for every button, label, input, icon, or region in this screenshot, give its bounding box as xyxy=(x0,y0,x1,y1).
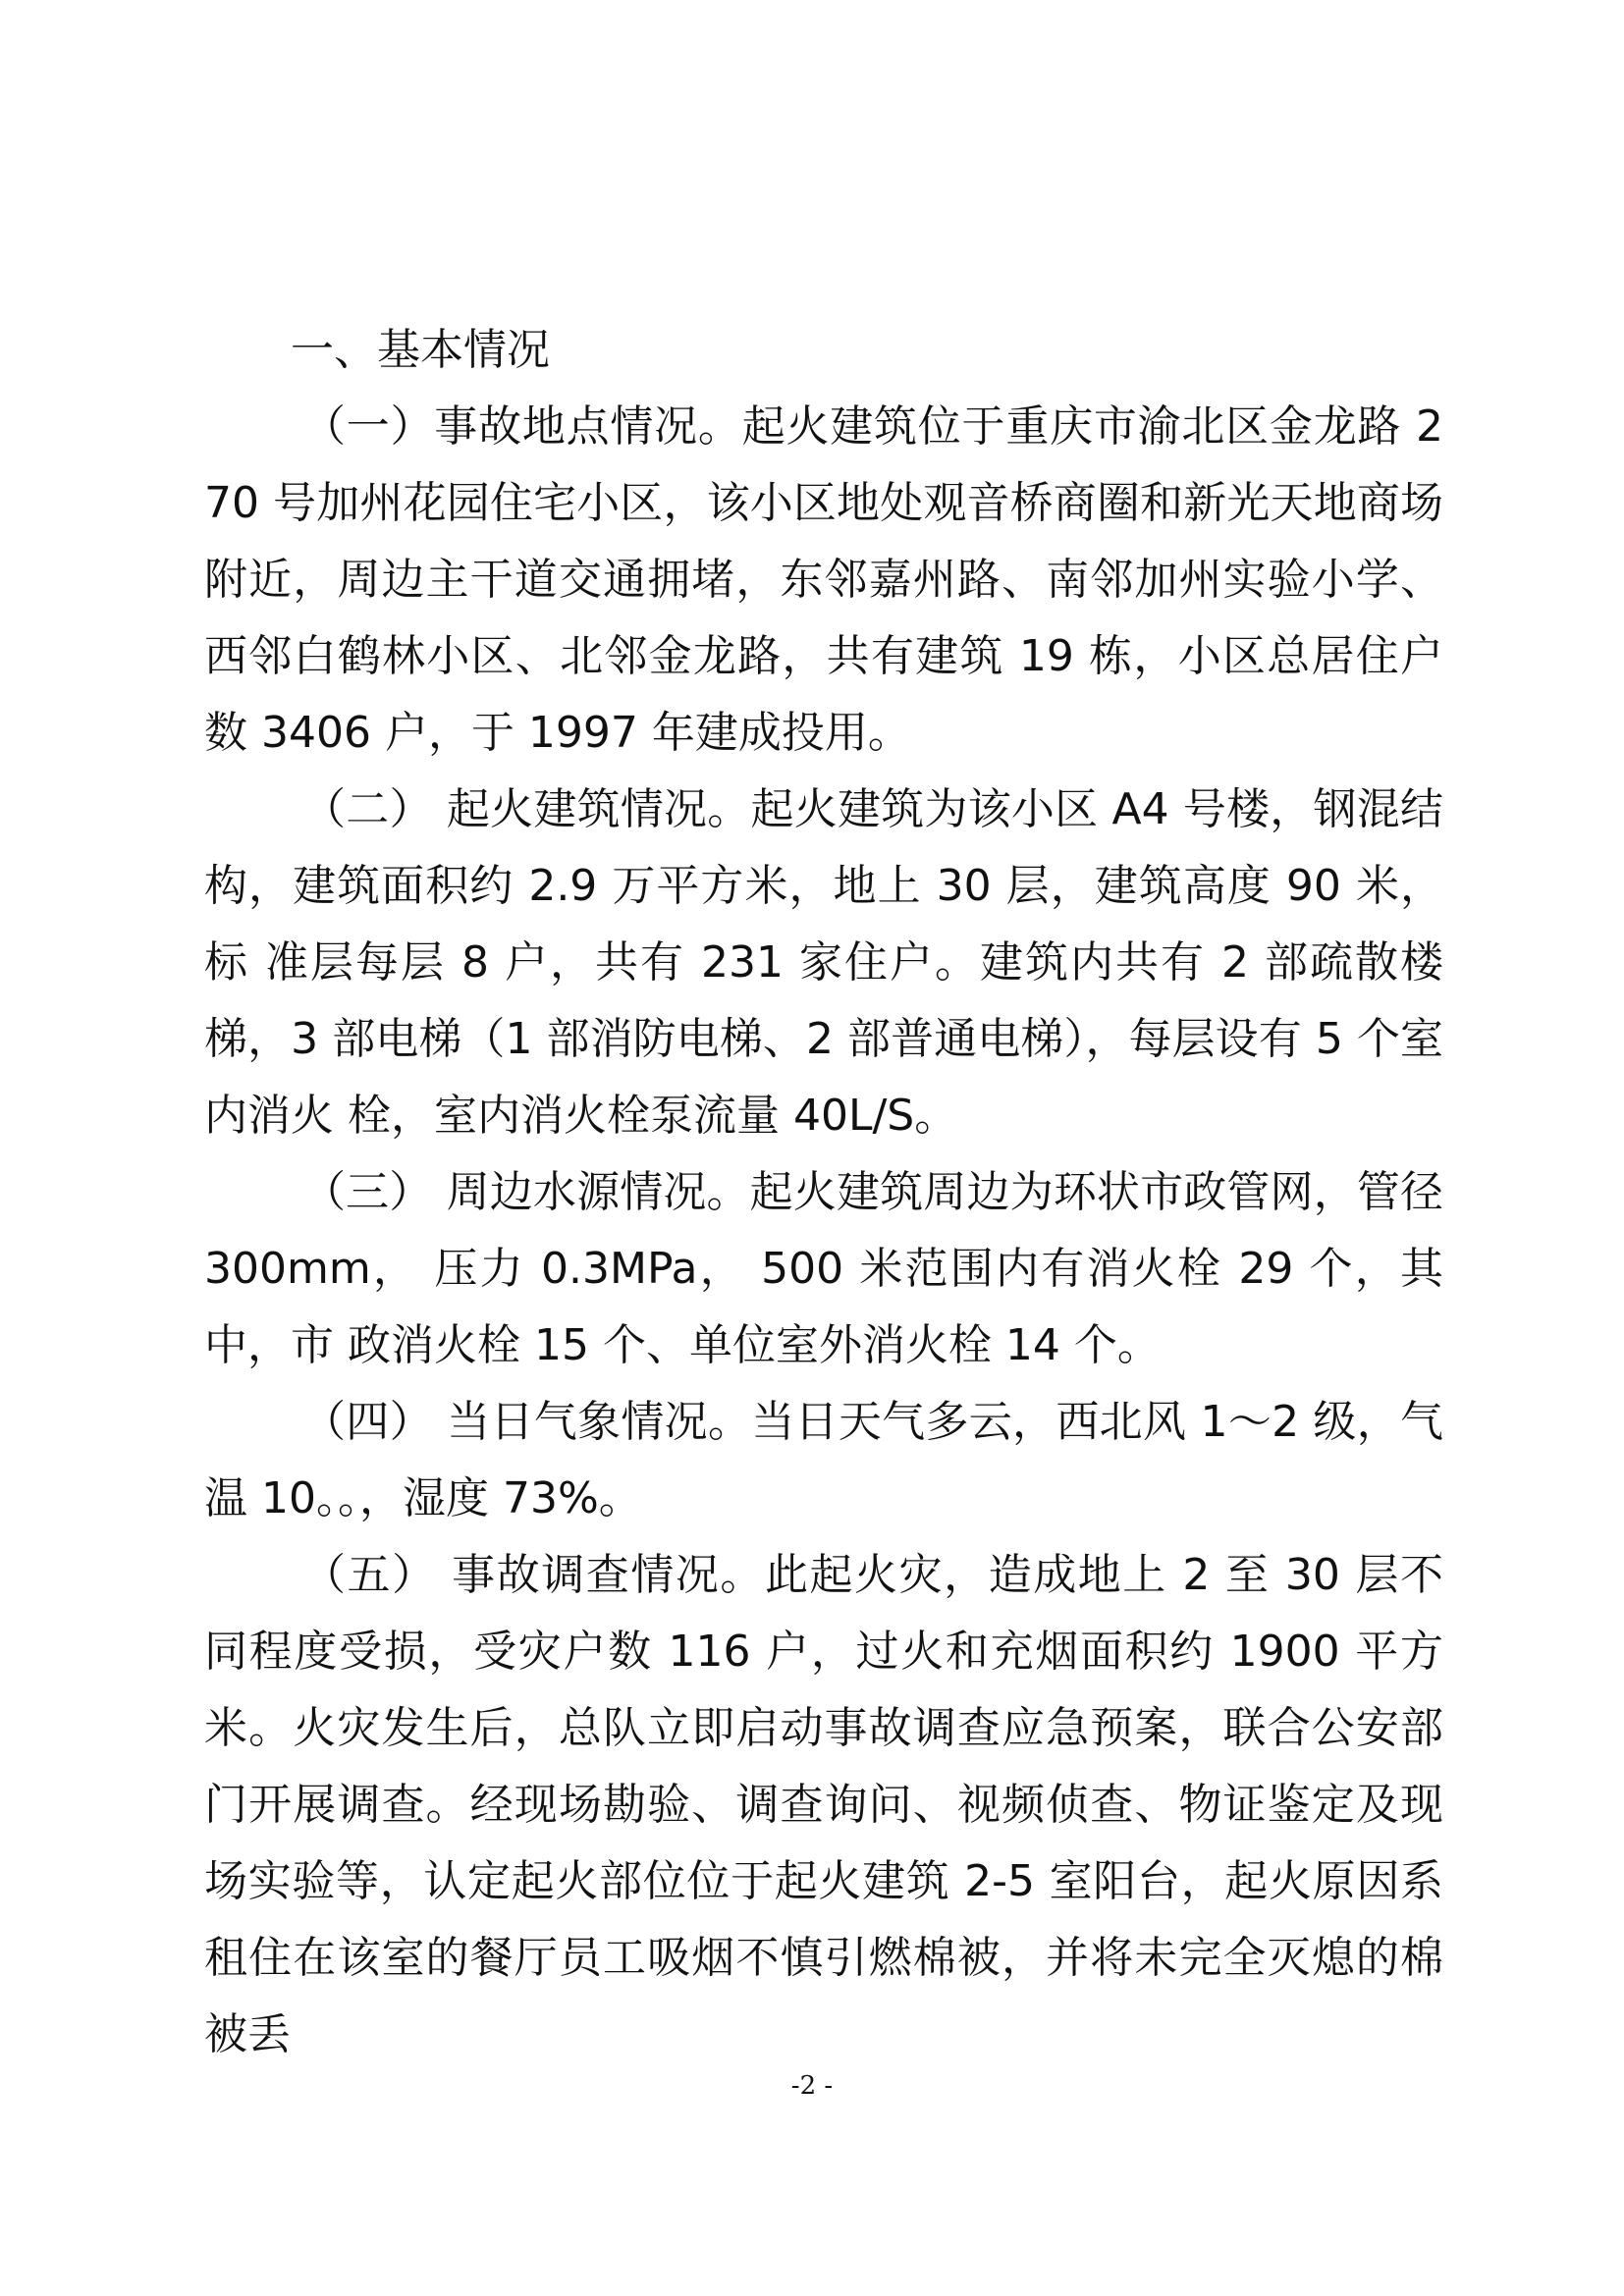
paragraph-building: （二） 起火建筑情况。起火建筑为该小区 A4 号楼，钢混结构，建筑面积约 2.9 万平方米，地上 30 层，建筑高度 90 米，标 准层每层 8 户，共有 231 家住户。建筑内共有 2 部疏散楼梯，3 部电梯（1 部消防电梯、2 部普通电梯），每层设有 5 个室内消火 栓，室内消火栓泵流量 40L/S。 xyxy=(204,784,1443,1141)
paragraph-weather: （四） 当日气象情况。当日天气多云，西北风 1〜2 级，气温 10。。，湿度 73%。 xyxy=(204,1397,1443,1523)
document-body xyxy=(204,312,1443,2073)
section-heading: 一、基本情况 xyxy=(291,325,550,375)
paragraph-investigation: （五） 事故调查情况。此起火灾，造成地上 2 至 30 层不同程度受损，受灾户数 116 户，过火和充烟面积约 1900 平方米。火灾发生后，总队立即启动事故调查应急预案，联合公安部门开展调查。经现场勘验、调查询问、视频侦查、物证鉴定及现场实验等，认定起火部位位于起火建筑 2-5 室阳台，起火原因系租住在该室的餐厅员工吸烟不慎引燃棉被，并将未完全灭熄的棉被丢 xyxy=(204,1550,1443,2059)
paragraph-water-source: （三） 周边水源情况。起火建筑周边为环状市政管网，管径 300mm， 压力 0.3MPa， 500 米范围内有消火栓 29 个，其中，市 政消火栓 15 个、单位室外消火栓 14 个。 xyxy=(204,1167,1443,1370)
paragraph-location: （一）事故地点情况。起火建筑位于重庆市渝北区金龙路 270 号加州花园住宅小区，该小区地处观音桥商圈和新光天地商场附近，周边主干道交通拥堵，东邻嘉州路、南邻加州实验小学、 西邻白鹤林小区、北邻金龙路，共有建筑 19 栋，小区总居住户 数 3406 户，于 1997 年建成投用。 xyxy=(204,401,1443,758)
page-number: -2 - xyxy=(790,2071,834,2101)
